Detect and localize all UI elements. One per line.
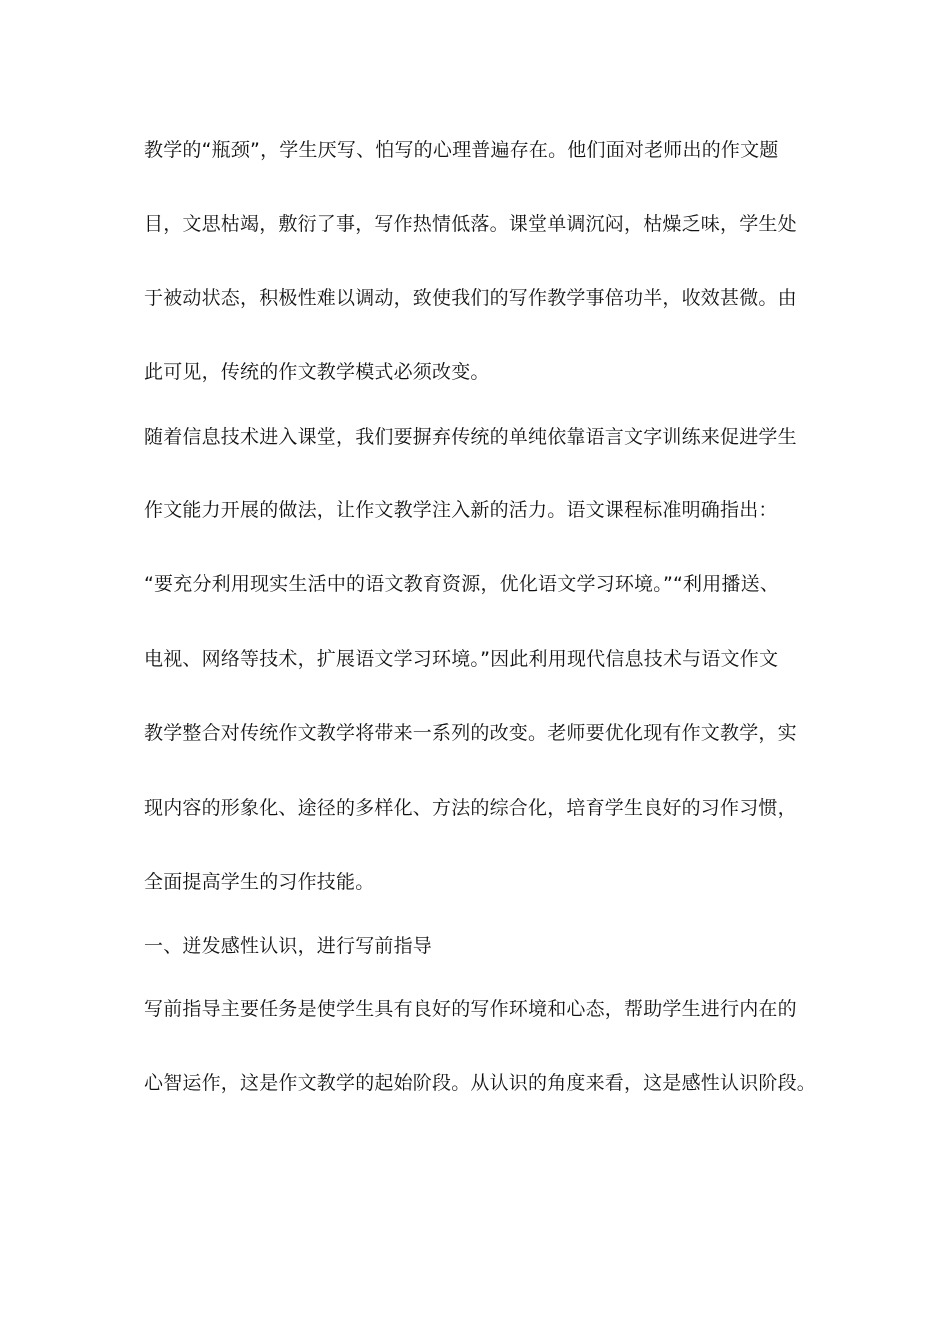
paragraph-line: 电视、网络等技术，扩展语文学习环境。”因此利用现代信息技术与语文作文 — [144, 648, 779, 670]
paragraph-line: 教学的“瓶颈”，学生厌写、怕写的心理普遍存在。他们面对老师出的作文题 — [144, 139, 779, 161]
paragraph-line: 此可见，传统的作文教学模式必须改变。 — [144, 361, 490, 383]
section-heading: 一、迸发感性认识，进行写前指导 — [144, 935, 433, 957]
paragraph-line: 现内容的形象化、途径的多样化、方法的综合化，培育学生良好的习作习惯， — [144, 797, 797, 819]
paragraph-line: 全面提高学生的习作技能。 — [144, 871, 375, 893]
paragraph-line: 作文能力开展的做法，让作文教学注入新的活力。语文课程标准明确指出： — [144, 499, 778, 521]
paragraph-line: 随着信息技术进入课堂，我们要摒弃传统的单纯依靠语言文字训练来促进学生 — [144, 426, 797, 448]
paragraph-line: 于被动状态，积极性难以调动，致使我们的写作教学事倍功半，收效甚微。由 — [144, 287, 797, 309]
paragraph-line: 教学整合对传统作文教学将带来一系列的改变。老师要优化现有作文教学，实 — [144, 722, 797, 744]
paragraph-line: “要充分利用现实生活中的语文教育资源，优化语文学习环境。”“利用播送、 — [144, 573, 780, 595]
paragraph-line: 目，文思枯竭，敷衍了事，写作热情低落。课堂单调沉闷，枯燥乏味，学生处 — [144, 213, 797, 235]
paragraph-line: 写前指导主要任务是使学生具有良好的写作环境和心态，帮助学生进行内在的 — [144, 998, 797, 1020]
paragraph-line: 心智运作，这是作文教学的起始阶段。从认识的角度来看，这是感性认识阶段。 — [144, 1072, 817, 1094]
